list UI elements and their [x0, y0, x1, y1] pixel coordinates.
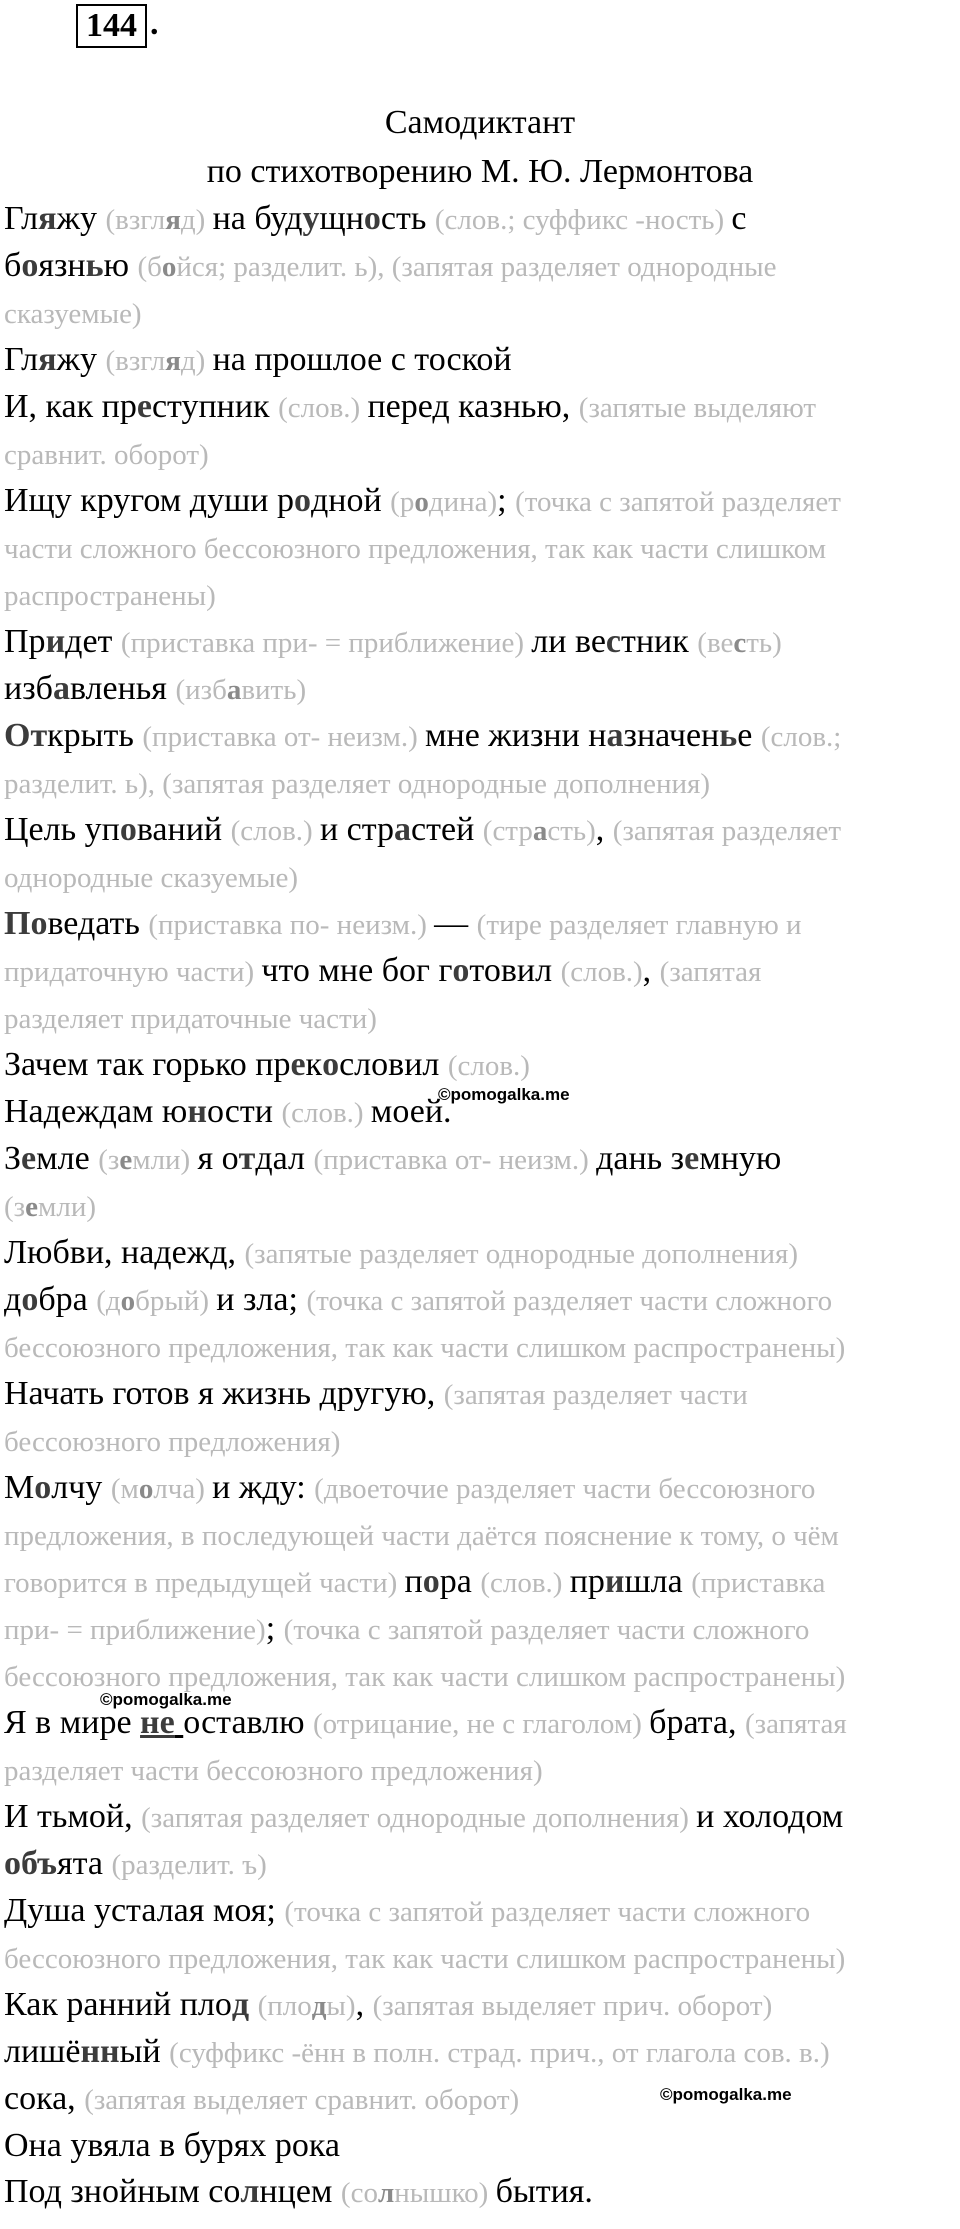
text-line: [4, 666, 954, 713]
text-segment: М: [4, 1469, 35, 1506]
grammar-note: (со: [340, 2177, 378, 2209]
grammar-note: (приставка по- неизм.): [148, 909, 435, 941]
text-segment: о: [119, 811, 137, 848]
text-segment: о: [422, 1563, 440, 1600]
text-segment: я: [38, 200, 57, 237]
text-segment: [249, 1986, 258, 2023]
grammar-note: ы): [326, 1990, 356, 2022]
text-line: [4, 431, 954, 478]
text-line: [4, 1324, 954, 1371]
text-segment: и стр: [319, 811, 395, 848]
text-segment: крыть: [47, 717, 143, 754]
text-segment: о: [21, 247, 39, 284]
grammar-note: (точка с запятой разделяет части сложного: [306, 1285, 833, 1317]
grammar-note: (запятая разделяет части: [443, 1379, 748, 1411]
grammar-note: (д: [96, 1285, 121, 1317]
grammar-note: д): [180, 345, 213, 377]
text-segment: значен: [623, 717, 720, 754]
text-segment: Под знойным со: [4, 2173, 241, 2210]
grammar-note: о: [414, 486, 429, 518]
text-line: [4, 807, 954, 854]
grammar-note: (запятая выделяет сравнит. оборот): [84, 2084, 520, 2116]
grammar-note: (точка с запятой разделяет: [515, 486, 841, 518]
text-segment: я о: [197, 1140, 239, 1177]
text-line: [4, 2076, 954, 2123]
text-segment: с: [605, 623, 621, 660]
text-segment: жу: [56, 341, 106, 378]
text-line: [4, 1418, 954, 1465]
text-segment: жу: [56, 200, 106, 237]
text-segment: Душа усталая моя;: [4, 1892, 285, 1929]
grammar-note: мли): [132, 1144, 198, 1176]
grammar-note: ть): [746, 627, 782, 659]
text-segment: и жду:: [212, 1469, 315, 1506]
grammar-note: а: [532, 815, 548, 847]
grammar-note: бессоюзного предложения): [4, 1426, 341, 1458]
text-segment: п: [404, 1563, 423, 1600]
text-segment: ли ве: [531, 623, 606, 660]
grammar-note: (б: [137, 251, 162, 283]
text-line: [4, 243, 954, 290]
text-segment: я: [38, 341, 57, 378]
text-line: [4, 1606, 954, 1653]
text-segment: и холодом: [696, 1798, 844, 1835]
text-segment: объ: [4, 1845, 57, 1882]
grammar-note: (слов.): [480, 1567, 570, 1599]
watermark: ©pomogalka.me: [100, 1690, 232, 1709]
grammar-note: а: [226, 674, 242, 706]
text-segment: лчу: [51, 1469, 111, 1506]
grammar-note: йся; разделит. ь), (запятая разделяет однородные: [176, 251, 777, 283]
text-segment: и: [45, 623, 66, 660]
text-line: [4, 1982, 954, 2029]
text-line: [4, 1794, 954, 1841]
text-segment: брата,: [649, 1704, 746, 1741]
grammar-note: (точка с запятой разделяет части сложного: [283, 1614, 810, 1646]
grammar-note: предложения, в последующей части даётся пояснение к тому, о чём: [4, 1520, 839, 1552]
grammar-note: части сложного бессоюзного предложения, так как части слишком: [4, 533, 827, 565]
text-segment: шла: [624, 1563, 692, 1600]
text-line: [4, 1888, 954, 1935]
text-segment: ;: [497, 482, 516, 519]
text-segment: мле: [36, 1140, 99, 1177]
grammar-note: л: [377, 2177, 395, 2209]
grammar-note: лча): [153, 1473, 213, 1505]
grammar-note: д): [180, 204, 213, 236]
text-segment: оставлю: [183, 1704, 314, 1741]
text-segment: ята: [56, 1845, 112, 1882]
text-line: [4, 290, 954, 337]
text-segment: Ищу кругом души р: [4, 482, 294, 519]
text-segment: ,: [355, 1986, 373, 2023]
text-segment: и: [604, 1563, 625, 1600]
text-segment: д: [231, 1986, 250, 2023]
text-segment: нн: [80, 2033, 120, 2070]
text-line: [4, 2123, 954, 2169]
text-line: [4, 760, 954, 807]
watermark: ©pomogalka.me: [438, 1085, 570, 1104]
grammar-note: вить): [241, 674, 307, 706]
grammar-note: е: [25, 1191, 38, 1223]
text-line: [4, 1747, 954, 1794]
text-segment: и зла;: [216, 1281, 307, 1318]
text-segment: стей: [411, 811, 483, 848]
grammar-note: сказуемые): [4, 298, 142, 330]
text-segment: сока,: [4, 2080, 85, 2117]
text-segment: н: [187, 1093, 207, 1130]
text-segment: щн: [319, 200, 364, 237]
text-segment: Начать готов я жизнь другую,: [4, 1375, 444, 1412]
text-segment: о: [293, 482, 311, 519]
text-line: [4, 525, 954, 572]
text-segment: е: [21, 1140, 37, 1177]
text-segment: ра: [439, 1563, 481, 1600]
text-line: [4, 1277, 954, 1324]
text-segment: ,: [595, 811, 613, 848]
text-line: [4, 619, 954, 666]
text-segment: изб: [4, 670, 53, 707]
text-segment: язн: [38, 247, 86, 284]
text-segment: ступник: [151, 388, 279, 425]
text-segment: —: [434, 905, 477, 942]
text-line: [4, 1230, 954, 1277]
grammar-note: (тире разделяет главную и: [476, 909, 802, 941]
grammar-note: (запятая: [745, 1708, 847, 1740]
grammar-note: (разделит. ъ): [111, 1849, 267, 1881]
text-segment: Пр: [4, 623, 46, 660]
text-segment: дет: [65, 623, 121, 660]
text-segment: е: [136, 388, 152, 425]
grammar-note: я: [165, 204, 181, 236]
grammar-note: однородные сказуемые): [4, 862, 299, 894]
grammar-note: распространены): [4, 580, 216, 612]
text-segment: моей.: [370, 1093, 452, 1130]
text-segment: нцем: [259, 2173, 341, 2210]
text-line: [4, 901, 954, 948]
text-segment: товил: [469, 952, 561, 989]
grammar-note: дина): [428, 486, 498, 518]
exercise-number-dot: .: [150, 5, 159, 42]
grammar-note: (запятая выделяет прич. оборот): [372, 1990, 773, 2022]
text-segment: бытия.: [495, 2173, 593, 2210]
grammar-note: (слов.; суффикс -ность): [434, 204, 732, 236]
text-segment: д: [4, 1281, 22, 1318]
text-segment: Она увяла в бурях рока: [4, 2127, 340, 2164]
text-line: [4, 1183, 954, 1230]
grammar-note: с: [733, 627, 747, 659]
text-line: [4, 337, 954, 384]
text-segment: дной: [310, 482, 391, 519]
grammar-note: (ве: [697, 627, 734, 659]
text-segment: о: [34, 1469, 52, 1506]
text-segment: а: [52, 670, 70, 707]
text-segment: с: [731, 200, 747, 237]
text-segment: И, как пр: [4, 388, 137, 425]
text-segment: дал: [255, 1140, 314, 1177]
grammar-note: (суффикс -ённ в полн. страд. прич., от глагола сов. в.): [169, 2037, 830, 2069]
text-segment: сть: [380, 200, 435, 237]
text-line: [4, 196, 954, 243]
text-segment: т: [30, 717, 48, 754]
grammar-note: д: [311, 1990, 327, 2022]
text-line: [4, 1559, 954, 1606]
grammar-note: (слов.): [230, 815, 320, 847]
text-line: [4, 948, 954, 995]
grammar-note: (стр: [482, 815, 533, 847]
grammar-note: сравнит. оборот): [4, 439, 209, 471]
text-segment: е: [290, 1046, 306, 1083]
text-segment: о: [322, 1046, 340, 1083]
text-segment: ый: [119, 2033, 170, 2070]
grammar-note: (пло: [257, 1990, 312, 2022]
grammar-note: (запятая: [659, 956, 762, 988]
grammar-note: сть): [547, 815, 596, 847]
text-line: [4, 1136, 954, 1183]
grammar-note: (точка с запятой разделяет части сложного: [284, 1896, 811, 1928]
text-segment: ведать: [47, 905, 149, 942]
text-segment: ;: [265, 1610, 284, 1647]
text-segment: мную: [699, 1140, 782, 1177]
grammar-note: разделяет придаточные части): [4, 1003, 377, 1035]
grammar-note: (слов.;: [760, 721, 842, 753]
grammar-note: (изб: [175, 674, 227, 706]
text-segment: ,: [642, 952, 660, 989]
text-segment: Цель уп: [4, 811, 120, 848]
grammar-note: (отрицание, не с глаголом): [313, 1708, 650, 1740]
text-line: [4, 384, 954, 431]
grammar-note: о: [120, 1285, 136, 1317]
grammar-note: (р: [390, 486, 415, 518]
text-line: [4, 1935, 954, 1982]
grammar-note: бессоюзного предложения, так как части слишком распространены): [4, 1332, 846, 1364]
text-segment: а: [394, 811, 412, 848]
grammar-note: придаточную части): [4, 956, 262, 988]
dictation-text: [4, 196, 954, 2216]
text-line: [4, 478, 954, 525]
text-segment: О: [4, 717, 31, 754]
text-segment: о: [452, 952, 470, 989]
grammar-note: разделит. ь), (запятая разделяет однородные дополнения): [4, 768, 711, 800]
text-line: [4, 854, 954, 901]
grammar-note: о: [161, 251, 177, 283]
text-segment: что мне бог г: [261, 952, 453, 989]
grammar-note: (м: [110, 1473, 139, 1505]
grammar-note: при- = приближение): [4, 1614, 266, 1646]
text-segment: И тьмой,: [4, 1798, 142, 1835]
text-line: [4, 2029, 954, 2076]
text-line: [4, 1512, 954, 1559]
text-line: [4, 2169, 954, 2216]
text-segment: мне жизни н: [425, 717, 607, 754]
text-segment: вленья: [69, 670, 176, 707]
text-line: [4, 1371, 954, 1418]
text-line: [4, 1042, 954, 1089]
grammar-note: мли): [38, 1191, 96, 1223]
grammar-note: (запятые выделяют: [578, 392, 817, 424]
text-segment: тник: [621, 623, 698, 660]
text-segment: ю: [103, 247, 138, 284]
text-segment: З: [4, 1140, 22, 1177]
grammar-note: (взгл: [105, 204, 166, 236]
grammar-note: говорится в предыдущей части): [4, 1567, 405, 1599]
page-subtitle: по стихотворению М. Ю. Лермонтова: [206, 153, 754, 190]
grammar-note: бессоюзного предложения, так как части слишком распространены): [4, 1661, 846, 1693]
page-title: Самодиктант: [384, 104, 576, 141]
grammar-note: нышко): [394, 2177, 496, 2209]
text-segment: не: [140, 1704, 175, 1741]
grammar-note: (з: [98, 1144, 120, 1176]
grammar-note: (з: [4, 1191, 26, 1223]
text-segment: Любви, надежд,: [4, 1234, 245, 1271]
text-segment: к: [305, 1046, 323, 1083]
text-segment: о: [21, 1281, 39, 1318]
grammar-note: бессоюзного предложения, так как части слишком распространены): [4, 1943, 846, 1975]
text-segment: Гл: [4, 341, 39, 378]
text-segment: о: [363, 200, 381, 237]
text-line: [4, 1465, 954, 1512]
text-segment: Как ранний пло: [4, 1986, 232, 2023]
exercise-number: 144: [76, 4, 147, 48]
grammar-note: (двоеточие разделяет части бессоюзного: [314, 1473, 816, 1505]
grammar-note: (приставка: [691, 1567, 826, 1599]
text-segment: Зачем так горько пр: [4, 1046, 291, 1083]
grammar-note: (приставка от- неизм.): [142, 721, 425, 753]
text-line: [4, 713, 954, 760]
grammar-note: (слов.): [560, 956, 643, 988]
text-line: [4, 1841, 954, 1888]
text-segment: ь: [85, 247, 104, 284]
text-segment: пр: [569, 1563, 605, 1600]
text-segment: на прошлое с тоской: [212, 341, 512, 378]
text-segment: е: [684, 1140, 700, 1177]
text-segment: на буд: [212, 200, 303, 237]
text-segment: о: [30, 905, 48, 942]
grammar-note: (запятая разделяет: [612, 815, 842, 847]
text-segment: а: [606, 717, 624, 754]
grammar-note: (слов.): [278, 392, 368, 424]
grammar-note: я: [165, 345, 181, 377]
text-segment: е: [737, 717, 761, 754]
text-segment: перед казнью,: [367, 388, 579, 425]
text-segment: бра: [38, 1281, 97, 1318]
text-segment: дань з: [596, 1140, 685, 1177]
grammar-note: разделяет части бессоюзного предложения): [4, 1755, 543, 1787]
text-segment: Гл: [4, 200, 39, 237]
text-segment: словил: [339, 1046, 448, 1083]
grammar-note: е: [119, 1144, 133, 1176]
text-segment: л: [240, 2173, 260, 2210]
grammar-note: (приставка от- неизм.): [313, 1144, 597, 1176]
text-segment: у: [302, 200, 320, 237]
text-line: [4, 572, 954, 619]
text-segment: б: [4, 247, 22, 284]
text-segment: лишё: [4, 2033, 81, 2070]
grammar-note: о: [138, 1473, 154, 1505]
grammar-note: (слов.): [281, 1097, 371, 1129]
text-line: [4, 995, 954, 1042]
text-segment: Я в мире: [4, 1704, 141, 1741]
grammar-note: (приставка при- = приближение): [120, 627, 532, 659]
text-segment: ваний: [136, 811, 231, 848]
text-segment: Надеждам ю: [4, 1093, 188, 1130]
grammar-note: (слов.): [447, 1050, 530, 1082]
text-segment: ости: [206, 1093, 282, 1130]
grammar-note: (запятая разделяет однородные дополнения): [141, 1802, 697, 1834]
grammar-note: (взгл: [105, 345, 166, 377]
grammar-note: брый): [135, 1285, 217, 1317]
grammar-note: (запятые разделяет однородные дополнения): [244, 1238, 799, 1270]
text-segment: П: [4, 905, 31, 942]
text-segment: т: [238, 1140, 256, 1177]
watermark: ©pomogalka.me: [660, 2085, 792, 2104]
text-segment: ь: [719, 717, 738, 754]
